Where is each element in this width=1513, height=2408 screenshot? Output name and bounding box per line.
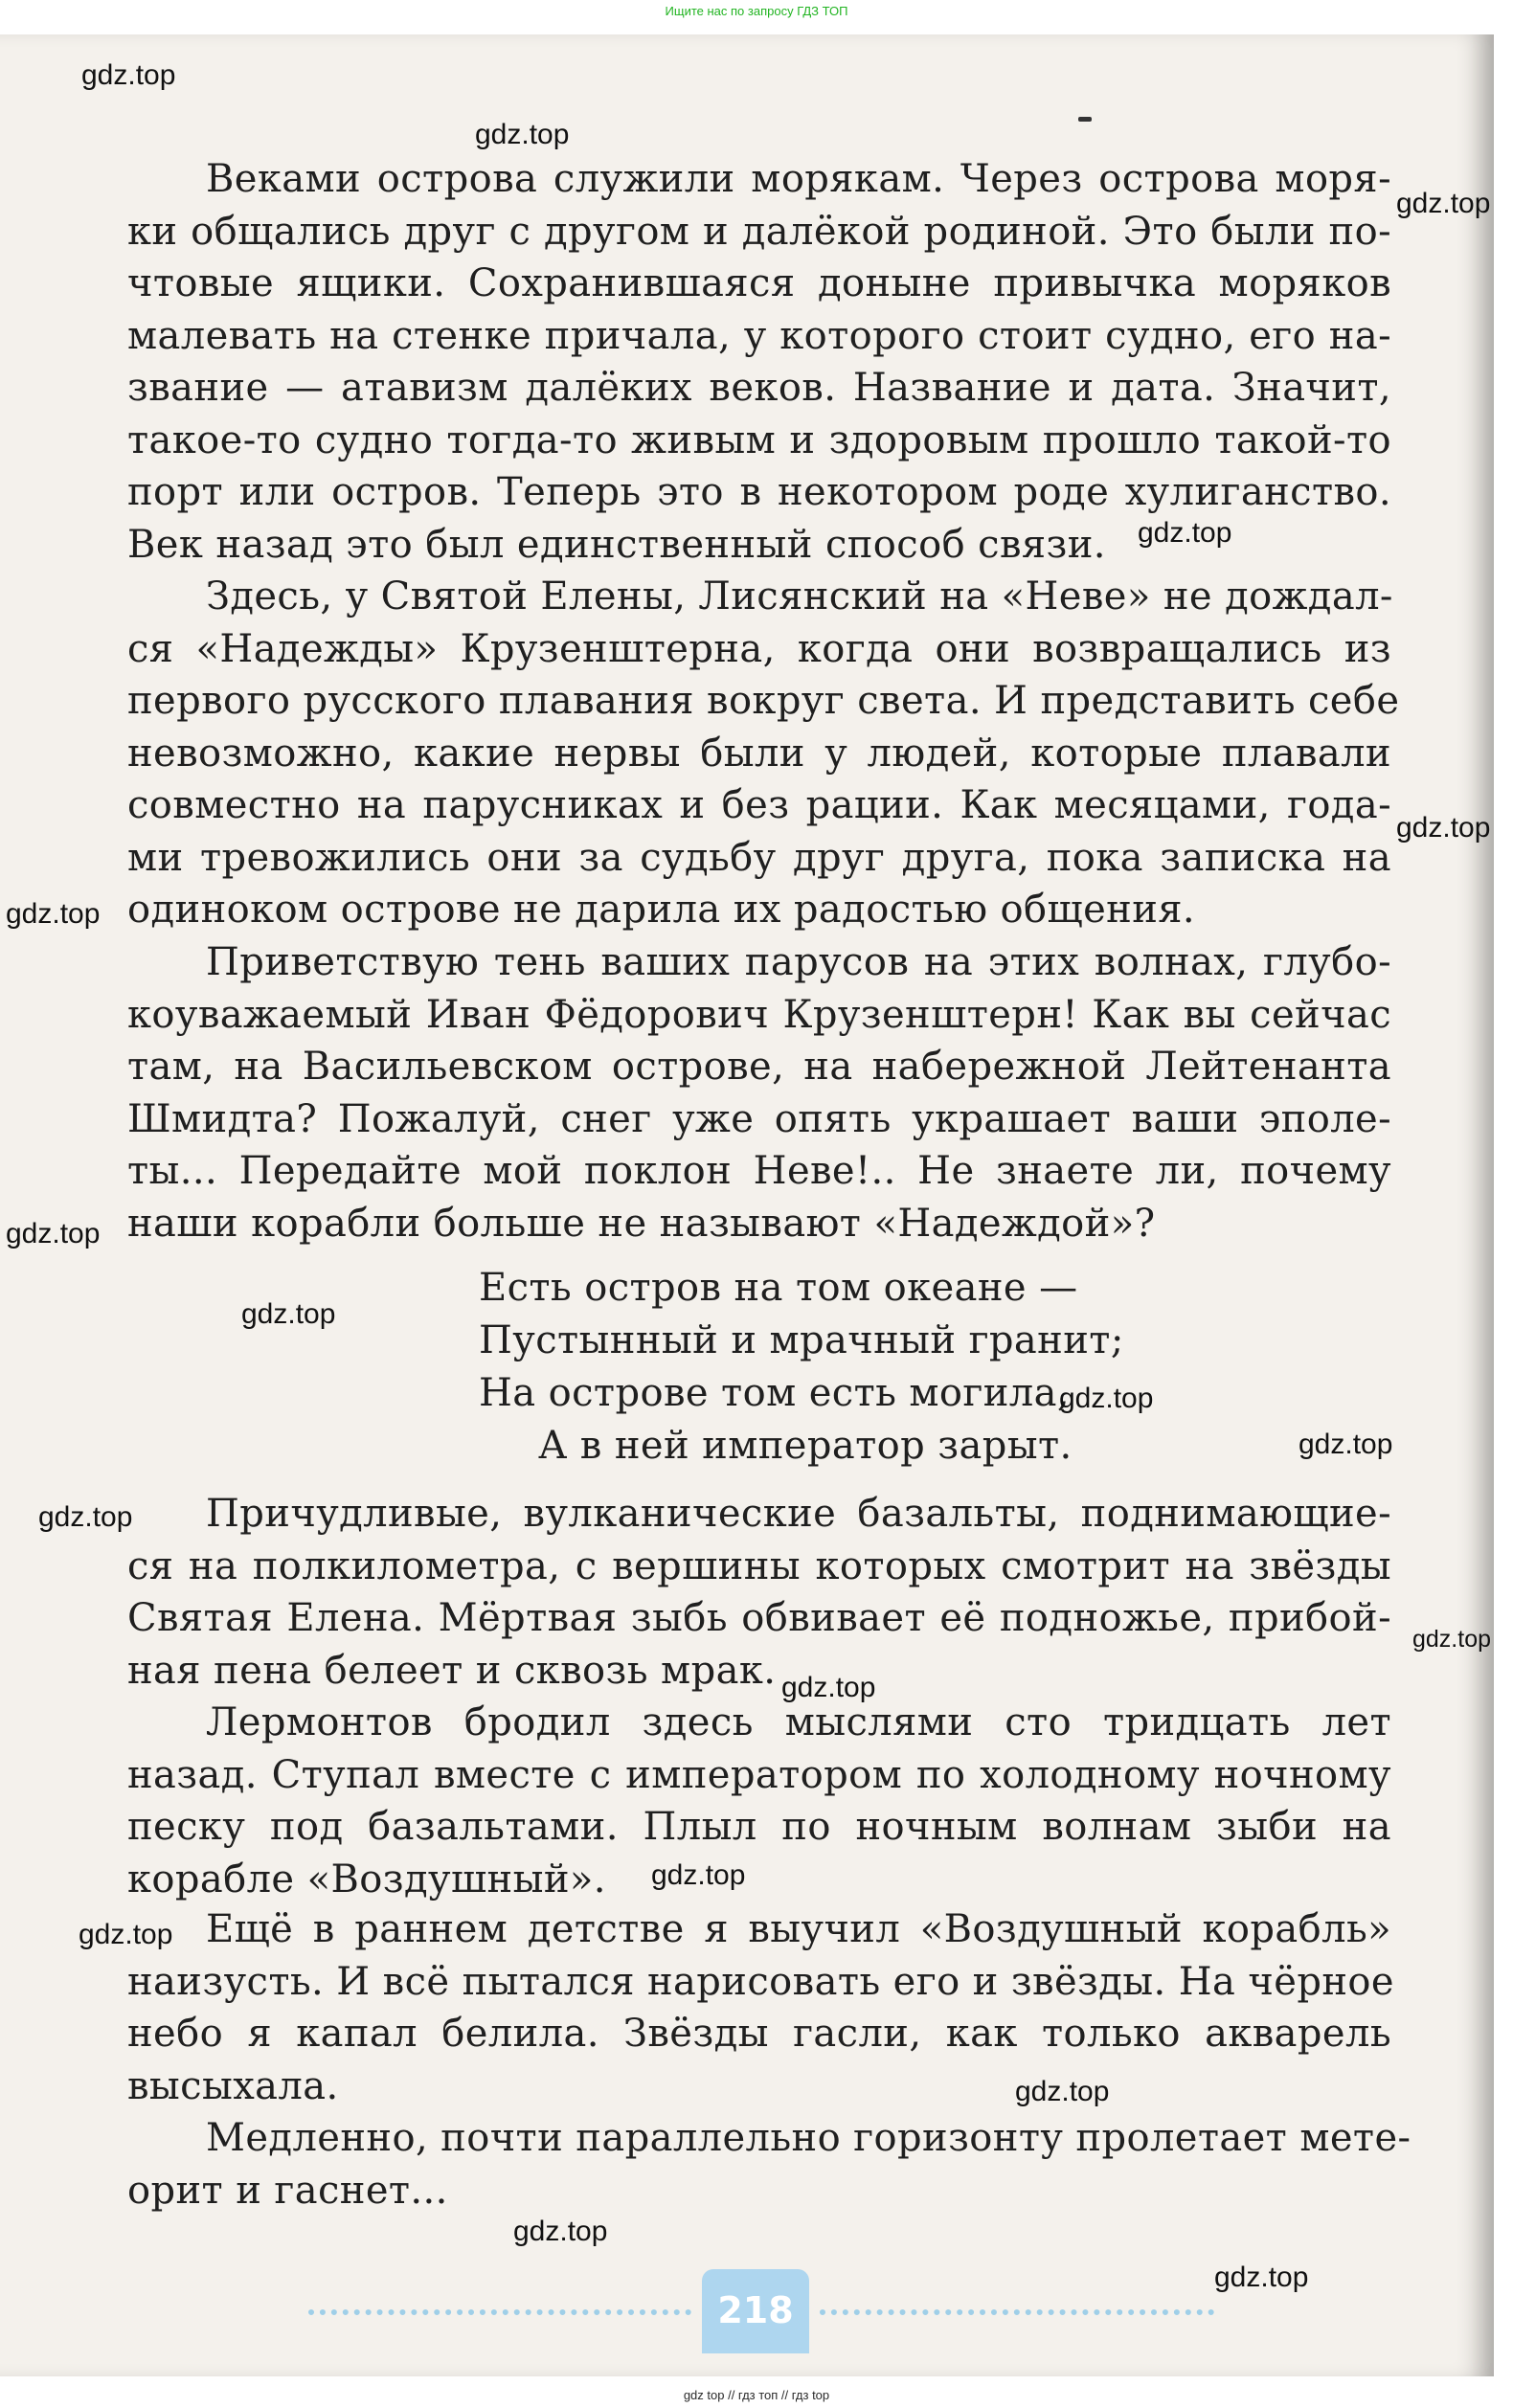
paragraph-7 (127, 2112, 1411, 2217)
watermark: gdz.top (781, 1672, 876, 1703)
watermark: gdz.top (81, 59, 176, 91)
text-line: Медленно, почти параллельно горизонту пролетает мете- (206, 2116, 1411, 2160)
watermark: gdz.top (513, 2216, 608, 2247)
paragraph-2 (127, 571, 1400, 936)
text-line: ся на полкилометра, с вершины которых смотрит на звёзды (127, 1543, 1391, 1588)
text-line: ми тревожились они за судьбу друг друга, пока записка на (127, 835, 1391, 880)
top-banner: Ищите нас по запросу ГДЗ ТОП (665, 4, 848, 18)
paragraph-4 (127, 1488, 1391, 1697)
watermark: gdz.top (1396, 812, 1491, 844)
text-line: ся «Надежды» Крузенштерна, когда они возвращались из (127, 626, 1391, 671)
text-line: чтовые ящики. Сохранившаяся доныне привычка моряков (127, 261, 1391, 305)
text-line: назад. Ступал вместе с императором по холодному ночному (127, 1752, 1391, 1797)
paragraph-1 (127, 153, 1391, 571)
watermark: gdz.top (79, 1919, 173, 1950)
watermark: gdz.top (1138, 517, 1232, 549)
text-line: одиноком острове не дарила их радостью общения. (127, 888, 1196, 932)
text-line: коуважаемый Иван Фёдорович Крузенштерн! Как вы сейчас (127, 992, 1391, 1037)
text-line: орит и гаснет... (127, 2168, 448, 2213)
text-line: Здесь, у Святой Елены, Лисянский на «Неве» не дождал- (206, 574, 1393, 619)
text-line: такое-то судно тогда-то живым и здоровым прошло такой-то (127, 417, 1391, 462)
text-line: Приветствую тень ваших парусов на этих волнах, глубо- (206, 940, 1391, 984)
text-line: корабле «Воздушный». (127, 1857, 606, 1902)
watermark: gdz.top (1214, 2262, 1309, 2293)
watermark: gdz.top (6, 1218, 101, 1249)
page-number: 218 (702, 2269, 809, 2353)
text-line: совместно на парусниках и без рации. Как месяцами, года- (127, 783, 1391, 827)
text-line: малевать на стенке причала, у которого стоит судно, его на- (127, 313, 1391, 358)
text-line: Лермонтов бродил здесь мыслями сто тридцать лет (206, 1700, 1391, 1744)
text-line: звание — атавизм далёких веков. Название и дата. Значит, (127, 366, 1391, 410)
text-line: там, на Васильевском острове, на набережной Лейтенанта (127, 1045, 1391, 1089)
watermark: gdz.top (241, 1298, 336, 1330)
text-line: ки общались друг с другом и далёкой родиной. Это были по- (127, 209, 1391, 254)
text-line: песку под базальтами. Плыл по ночным волнам зыби на (127, 1805, 1391, 1849)
text-line: первого русского плавания вокруг света. И представить себе (127, 679, 1400, 723)
watermark: gdz.top (1059, 1383, 1154, 1414)
watermark: gdz.top (38, 1501, 133, 1533)
text-line: Век назад это был единственный способ связи. (127, 522, 1106, 567)
print-mark (1078, 117, 1092, 122)
text-line: порт или остров. Теперь это в некотором роде хулиганство. (127, 470, 1391, 514)
footer-dotted-rule-left (308, 2309, 691, 2315)
text-line: небо я капал белила. Звёзды гасли, как только акварель (127, 2012, 1391, 2056)
poem-line: А в ней император зарыт. (538, 1424, 1073, 1468)
text-line: невозможно, какие нервы были у людей, которые плавали (127, 731, 1391, 776)
text-line: Причудливые, вулканические базальты, поднимающие- (206, 1492, 1391, 1536)
text-line: ты... Передайте мой поклон Неве!.. Не знаете ли, почему (127, 1149, 1391, 1193)
text-line: Веками острова служили морякам. Через острова моря- (206, 157, 1391, 201)
watermark: gdz.top (1412, 1626, 1492, 1653)
poem-quote (479, 1262, 1245, 1473)
paragraph-5 (127, 1697, 1391, 1905)
text-line: Ещё в раннем детстве я выучил «Воздушный корабль» (206, 1907, 1391, 1951)
watermark: gdz.top (475, 119, 570, 150)
watermark: gdz.top (1015, 2076, 1110, 2107)
poem-line: На острове том есть могила, (479, 1371, 1070, 1415)
paragraph-6 (127, 1903, 1394, 2112)
bottom-banner: gdz top // гдз топ // гдз top (683, 2388, 830, 2402)
poem-line: Пустынный и мрачный гранит; (479, 1318, 1124, 1362)
watermark: gdz.top (6, 898, 101, 930)
text-line: наши корабли больше не называют «Надеждой»? (127, 1201, 1156, 1246)
watermark: gdz.top (1396, 188, 1491, 219)
text-line: высыхала. (127, 2063, 339, 2108)
footer-dotted-rule-right (820, 2309, 1214, 2315)
text-line: ная пена белеет и сквозь мрак. (127, 1648, 777, 1693)
text-line: Шмидта? Пожалуй, снег уже опять украшает ваши эполе- (127, 1096, 1391, 1141)
text-line: Святая Елена. Мёртвая зыбь обвивает её подножье, прибой- (127, 1596, 1391, 1640)
watermark: gdz.top (651, 1859, 746, 1891)
text-line: наизусть. И всё пытался нарисовать его и звёзды. На чёрное (127, 1959, 1394, 2004)
poem-line: Есть остров на том океане — (479, 1266, 1078, 1310)
paragraph-3 (127, 936, 1391, 1249)
watermark: gdz.top (1298, 1429, 1393, 1460)
